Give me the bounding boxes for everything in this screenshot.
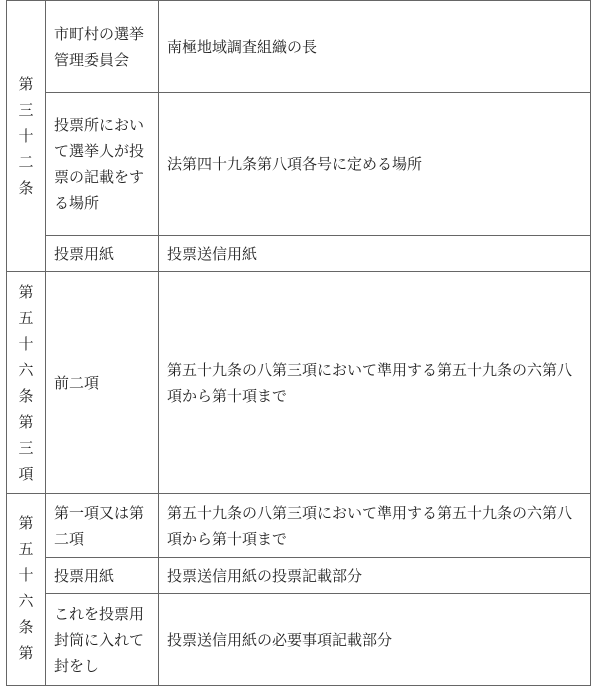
- table-row: [7, 558, 591, 594]
- article-label: 第五十六条第: [18, 514, 34, 662]
- replacement-term: 投票送信用紙: [167, 244, 258, 263]
- table-row: [7, 494, 591, 558]
- original-term: 投票用紙: [54, 566, 115, 585]
- replacement-term-cell: [159, 494, 591, 558]
- original-term: 投票所において選挙人が投票の記載をする場所: [54, 116, 145, 212]
- original-term-cell: [46, 1, 159, 93]
- original-term-cell: [46, 236, 159, 272]
- original-term: これを投票用封筒に入れて封をし: [54, 604, 145, 675]
- original-term: 第一項又は第二項: [54, 503, 145, 548]
- original-term: 市町村の選挙管理委員会: [54, 24, 145, 69]
- original-term: 投票用紙: [54, 244, 115, 263]
- table-row: [7, 272, 591, 494]
- article-label: 第三十二条: [18, 75, 34, 197]
- replacement-term-cell: [159, 93, 591, 236]
- replacement-term: 法第四十九条第八項各号に定める場所: [167, 155, 423, 173]
- table-row: [7, 594, 591, 686]
- replacement-term-cell: [159, 558, 591, 594]
- replacement-term-cell: [159, 594, 591, 686]
- table-row: [7, 236, 591, 272]
- article-label: 第五十六条第三項: [18, 282, 34, 483]
- article-cell: [7, 1, 46, 272]
- replacement-term-cell: [159, 1, 591, 93]
- original-term-cell: [46, 272, 159, 494]
- original-term: 前二項: [54, 373, 100, 392]
- replacement-term: 投票送信用紙の必要事項記載部分: [167, 630, 393, 649]
- replacement-term: 第五十九条の八第三項において準用する第五十九条の六第八項から第十項まで: [167, 503, 573, 548]
- replacement-term: 南極地域調査組織の長: [167, 37, 318, 56]
- replacement-term-cell: [159, 272, 591, 494]
- article-cell: [7, 494, 46, 686]
- table-row: [7, 93, 591, 236]
- original-term-cell: [46, 594, 159, 686]
- original-term-cell: [46, 558, 159, 594]
- original-term-cell: [46, 494, 159, 558]
- table-row: [7, 1, 591, 93]
- substitution-table: [6, 0, 591, 686]
- original-term-cell: [46, 93, 159, 236]
- replacement-term: 投票送信用紙の投票記載部分: [167, 566, 363, 585]
- replacement-term-cell: [159, 236, 591, 272]
- replacement-term: 第五十九条の八第三項において準用する第五十九条の六第八項から第十項まで: [167, 360, 573, 405]
- article-cell: [7, 272, 46, 494]
